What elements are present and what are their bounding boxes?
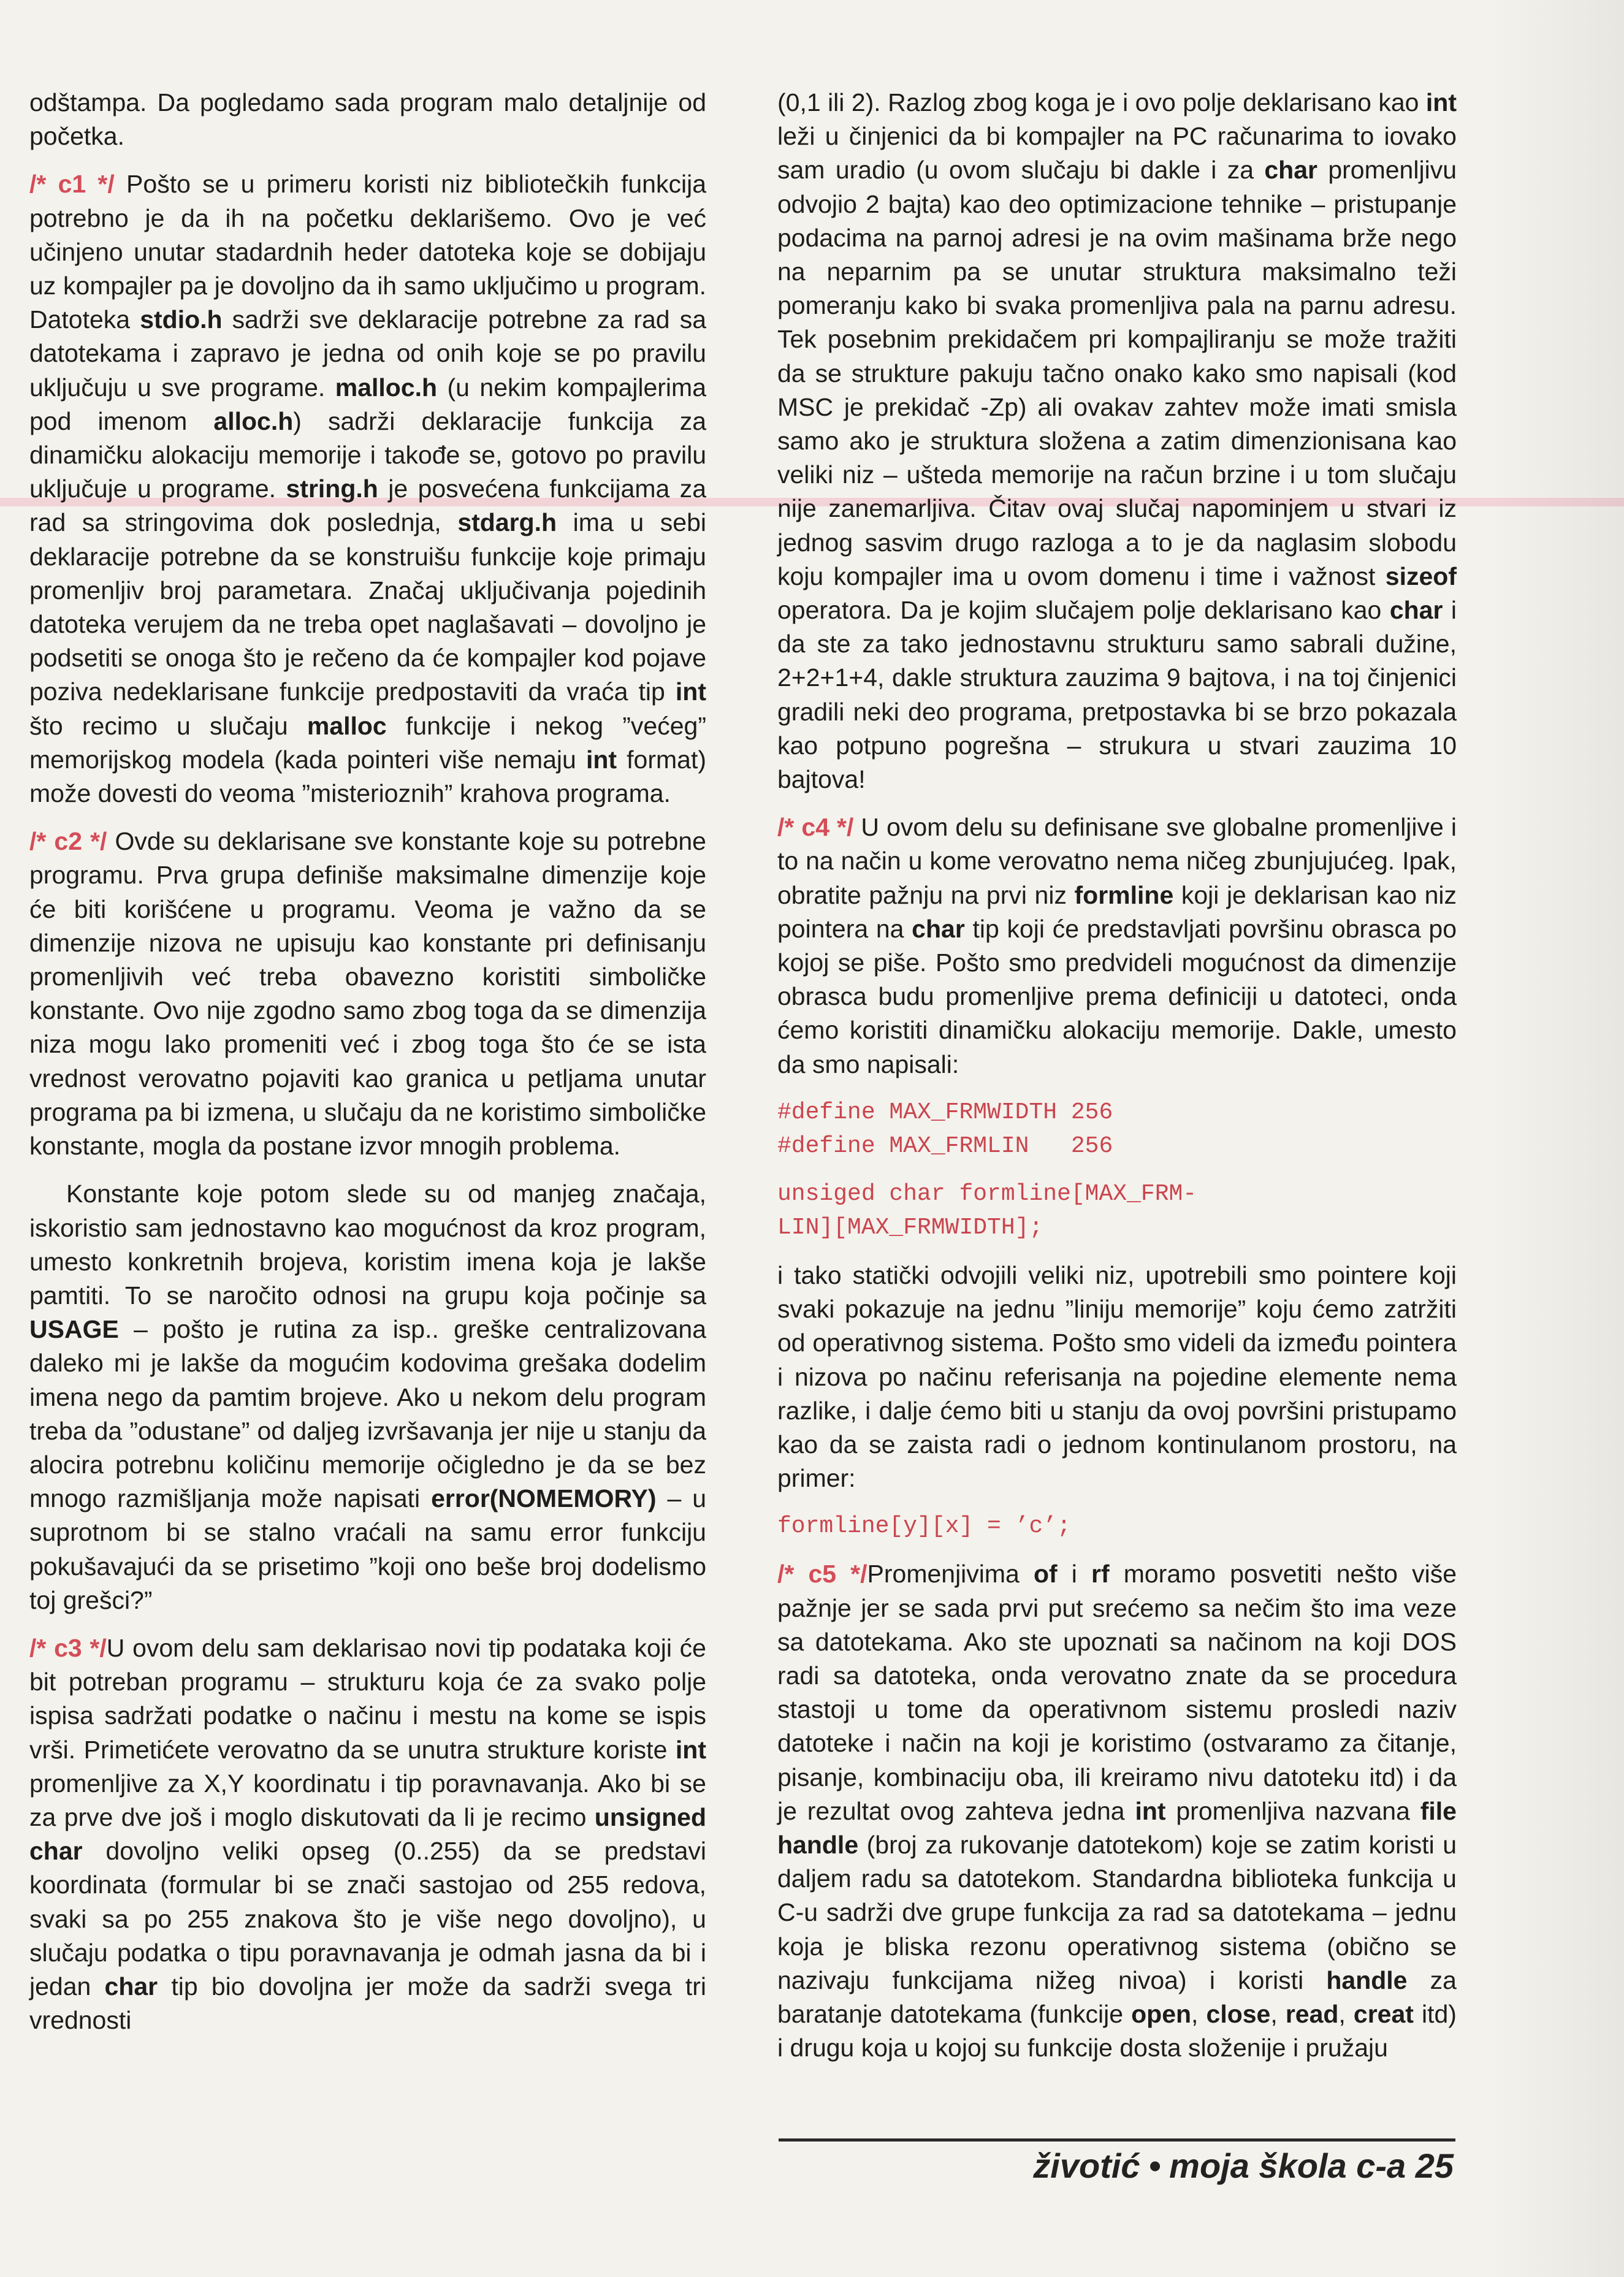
keyword: read [1285, 1999, 1339, 2028]
text: U ovom delu su definisane sve globalne promenljive i to na način u kome verovatno nema ničeg zbunjujućeg. Ipak, obratite pažnju na prvi niz [777, 813, 1457, 909]
paragraph [29, 86, 706, 153]
text: Konstante koje potom slede su od manjeg značaja, iskoristio sam jednostavno kao mogućnost da kroz program, umesto konkretnih brojeva, koristim imena koja je lakše pamtiti. To se naročito odnosi na grupu koja počinje sa [29, 1180, 706, 1310]
keyword: handle [1326, 1966, 1408, 1994]
text: funkcije i nekog ”većeg” memorijskog modela (kada pointeri više nemaju [29, 711, 706, 774]
text: što recimo u slučaju [29, 711, 307, 740]
keyword: char [104, 1972, 158, 2000]
keyword: file handle [777, 1796, 1457, 1859]
text: Promenjivima [867, 1560, 1034, 1589]
text: Ovde su deklarisane sve konstante koje su potrebne programu. Prva grupa definiše maksimalne dimenzije koje će biti korišćene u programu. Veoma je važno da se dimenzije nizova ne upisuju kao konstante pri definisanju promenljivih već treba obavezno koristiti simboličke konstante. Ovo nije zgodno samo zbog toga da se dimenzija niza mogu lako promeniti već i zbog toga što će se ista vrednost verovatno pojaviti kao granica u petljama unutar programa pa bi izmena, u slučaju da ne koristimo simboličke konstante, mogla da postane izvor mnogih problema. [29, 827, 706, 1161]
text: operatora. Da je kojim slučajem polje deklarisano kao [777, 596, 1390, 625]
text: je posvećena funkcijama za rad sa stringovima dok poslednja, [29, 475, 707, 537]
text: i [1057, 1560, 1091, 1589]
text: (0,1 ili 2). Razlog zbog koga je i ovo polje deklarisano kao [777, 88, 1426, 116]
code-block-define: #define MAX_FRMWIDTH 256 #define MAX_FRMLIN 256 [777, 1099, 1113, 1159]
text: , [1191, 1999, 1207, 2028]
keyword: int [675, 677, 706, 706]
footer-separator: • [1148, 2146, 1161, 2185]
text: promenljivu odvojio 2 bajta) kao deo optimizacione tehnike – pristupanje podacima na parnoj adresi je na ovim mašinama brže nego na neparnim pa se unutar struktura maksimalno teži pomeranju kako bi svaka promenljiva pala na parnu adresu. Tek posebnim prekidačem pri kompajliranju se može tražiti da se strukture pakuju tačno onako kako smo napisali (kod MSC je prekidač -Zp) ali ovakav zahtev može imati smisla samo ako je struktura složena a zatim dimenzionisana kao veliki niz – ušteda memorije na račun brzine i u tom slučaju nije zanemarljiva. Čitav ovaj slučaj napominjem u stvari iz jednog sasvim drugo razloga a to je da naglasim slobodu koju kompajler ima u ovom domenu i time i važnost [777, 156, 1457, 590]
text: Pošto se u primeru koristi niz bibliotečkih funkcija potrebno je da ih na početku deklarišemo. Ovo je već učinjeno unutar stadardnih heder datoteka koje se dobijaju uz kompajler pa je dovoljno da ih samo uključimo u program. Datoteka [29, 170, 706, 334]
text: leži u činjenici da bi kompajler na PC računarima to iovako sam uradio (u ovom slučaju bi dakle i za [777, 122, 1457, 185]
footer-series: moja škola c-a [1169, 2146, 1406, 2185]
keyword: char [912, 914, 965, 943]
footer-brand: životić [1033, 2146, 1140, 2185]
paragraph-c3 [29, 1631, 706, 2037]
text: moramo posvetiti nešto više pažnje jer se sada prvi put srećemo sa nečim što ima veze sa datotekama. Ako ste upoznati sa načinom na koji DOS radi sa datoteka, onda verovatno znate da se procedura stastoji u tome da operativnom sistemu prosledi naziv datoteke i način na koji je koristimo (ostvaramo za čitanje, pisanje, kombinaciju oba, ili kreiramo nivu datoteku itd) i da je rezultat ovog zahteva jedna [777, 1560, 1457, 1825]
comment-marker: /* c5 */ [777, 1560, 867, 1589]
paragraph [777, 1259, 1457, 1495]
text: za baratanje datotekama (funkcije [777, 1966, 1457, 2028]
comment-marker: /* c2 */ [29, 827, 107, 856]
text: – u suprotnom bi se stalno vraćali na samu error funkciju pokušavajući da se prisetimo ”koji ono beše broj dodelismo toj grešci?” [29, 1484, 706, 1614]
paragraph [777, 86, 1457, 796]
paragraph-text: odštampa. Da pogledamo sada program malo detaljnije od početka. [29, 88, 706, 151]
text: itd) i drugu koja u kojoj su funkcije dosta složenije i pružaju [777, 1999, 1457, 2062]
page-number: 25 [1415, 2146, 1454, 2185]
keyword: sizeof [1385, 562, 1457, 590]
keyword: error(NOMEMORY) [431, 1484, 657, 1513]
paragraph-c2 [29, 825, 706, 1163]
text: promenljiva nazvana [1165, 1796, 1420, 1825]
left-column [29, 86, 706, 2051]
paragraph-c1 [29, 167, 706, 810]
keyword: int [585, 745, 617, 774]
paragraph [29, 1177, 706, 1617]
text: (broj za rukovanje datotekom) koje se zatim koristi u daljem radu sa datotekom. Standardna biblioteka funkcija u C-u sadrži dve grupe funkcija za rad sa datotekama – jednu koja je bliska rezonu operativnog sistema (obično se nazivaju funkcijama nižeg nivoa) i koristi [777, 1830, 1457, 1994]
text: format) može dovesti do veoma ”misterioznih” krahova programa. [29, 745, 706, 808]
footer-rule [779, 2138, 1455, 2142]
paragraph-c5 [777, 1557, 1457, 2065]
text: , [1270, 1999, 1286, 2028]
keyword: int [1425, 88, 1457, 116]
text: ima u sebi deklaracije potrebne da se konstruišu funkcije koje primaju promenljiv broj parametara. Značaj uključivanja pojedinih datoteka verujem da ne treba opet naglašavati – dovoljno je podsetiti se onoga što je rečeno da će kompajler kod pojave poziva nedeklarisane funkcije predpostaviti da vraća tip [29, 508, 706, 706]
comment-marker: /* c1 */ [29, 170, 115, 199]
page-edge-shadow [1490, 0, 1624, 2277]
right-column [777, 86, 1457, 2079]
keyword: unsigned char [29, 1802, 706, 1866]
text: tip bio dovoljna jer može da sadrži svega tri vrednosti [29, 1972, 706, 2035]
text: i da ste za tako jednostavnu strukturu samo sabrali dužine, 2+2+1+4, dakle struktura zauzima 9 bajtova, i na toj činjenici gradili neki deo programa, pretpostavka bi se brzo pokazala kao potpuno pogrešna – strukura u stvari zauzima 10 bajtova! [777, 596, 1457, 794]
keyword: open [1131, 1999, 1192, 2028]
keyword: string.h [286, 475, 378, 503]
keyword: USAGE [29, 1315, 119, 1344]
text: U ovom delu sam deklarisao novi tip podataka koji će bit potreban programu – strukturu koja će za svako polje ispisa sadržati podatke o načinu i mestu na kome se ispis vrši. Primetićete verovatno da se unutra strukture koriste [29, 1633, 706, 1764]
keyword: creat [1353, 1999, 1414, 2028]
keyword: alloc.h [213, 406, 294, 435]
text: , [1338, 1999, 1354, 2028]
text: dovoljno veliki opseg (0..255) da se predstavi koordinata (formular bi se znači sastojao od 255 redova, svaki sa po 255 znakova što je više nego dovoljno), u slučaju podatka o tipu poravnavanja je odmah jasna da bi i jedan [29, 1837, 706, 2000]
keyword: malloc [307, 711, 387, 740]
text: i tako statički odvojili veliki niz, upotrebili smo pointere koji svaki pokazuje na jednu ”liniju memorije” koju ćemo zatržiti od operativnog sistema. Pošto smo videli da između pointera i nizova po načinu referisanja na pojedine elemente nema razlike, i dalje ćemo biti u stanju da ovoj površini pristupamo kao da se zaista radi o jednom kontinulanom prostoru, na primer: [777, 1261, 1457, 1493]
text: – pošto je rutina za isp.. greške centralizovana daleko mi je lakše da mogućim kodovima grešaka dodelim imena nego da pamtim brojeve. Ako u nekom delu program treba da ”odustane” od daljeg izvršavanja jer nije u stanju da alocira potrebnu količinu memorije očigledno je da se bez mnogo razmišljanja može napisati [29, 1315, 706, 1513]
keyword: formline [1074, 880, 1174, 909]
page-footer [1033, 2146, 1454, 2186]
keyword: malloc.h [335, 373, 438, 402]
keyword: of [1033, 1560, 1058, 1589]
keyword: int [1135, 1796, 1166, 1825]
comment-marker: /* c3 */ [29, 1633, 107, 1662]
keyword: char [1389, 596, 1443, 625]
text: (u nekim kompajlerima pod imenom [29, 373, 706, 435]
text: sadrži sve deklaracije potrebne za rad sa datotekama i zapravo je jedna od onih koje se po pravilu uključuju u sve programe. [29, 305, 706, 402]
comment-marker: /* c4 */ [777, 813, 854, 842]
text: ) sadrži deklaracije funkcija za dinamičku alokaciju memorije i takođe se, gotovo po pravilu uključuje u programe. [29, 406, 706, 503]
keyword: rf [1091, 1560, 1110, 1589]
code-block-example: formline[y][x] = ’c’; [777, 1513, 1071, 1540]
text: tip koji će predstavljati površinu obrasca po kojoj se piše. Pošto smo predvideli mogućnost da dimenzije obrasca budu promenljive prema definiciji u datoteci, onda ćemo koristiti dinamičku alokaciju memorije. Dakle, umesto da smo napisali: [777, 914, 1457, 1078]
keyword: close [1206, 1999, 1271, 2028]
keyword: char [1264, 156, 1317, 185]
paragraph-c4 [777, 810, 1457, 1081]
text: koji je deklarisan kao niz pointera na [777, 880, 1457, 943]
keyword: int [675, 1735, 706, 1764]
text: promenljive za X,Y koordinatu i tip poravnavanja. Ako bi se za prve dve još i moglo diskutovati da li je recimo [29, 1769, 706, 1831]
code-block-array: unsiged char formline[MAX_FRM- LIN][MAX_FRMWIDTH]; [777, 1180, 1197, 1241]
keyword: stdio.h [140, 305, 223, 334]
keyword: stdarg.h [457, 508, 557, 537]
